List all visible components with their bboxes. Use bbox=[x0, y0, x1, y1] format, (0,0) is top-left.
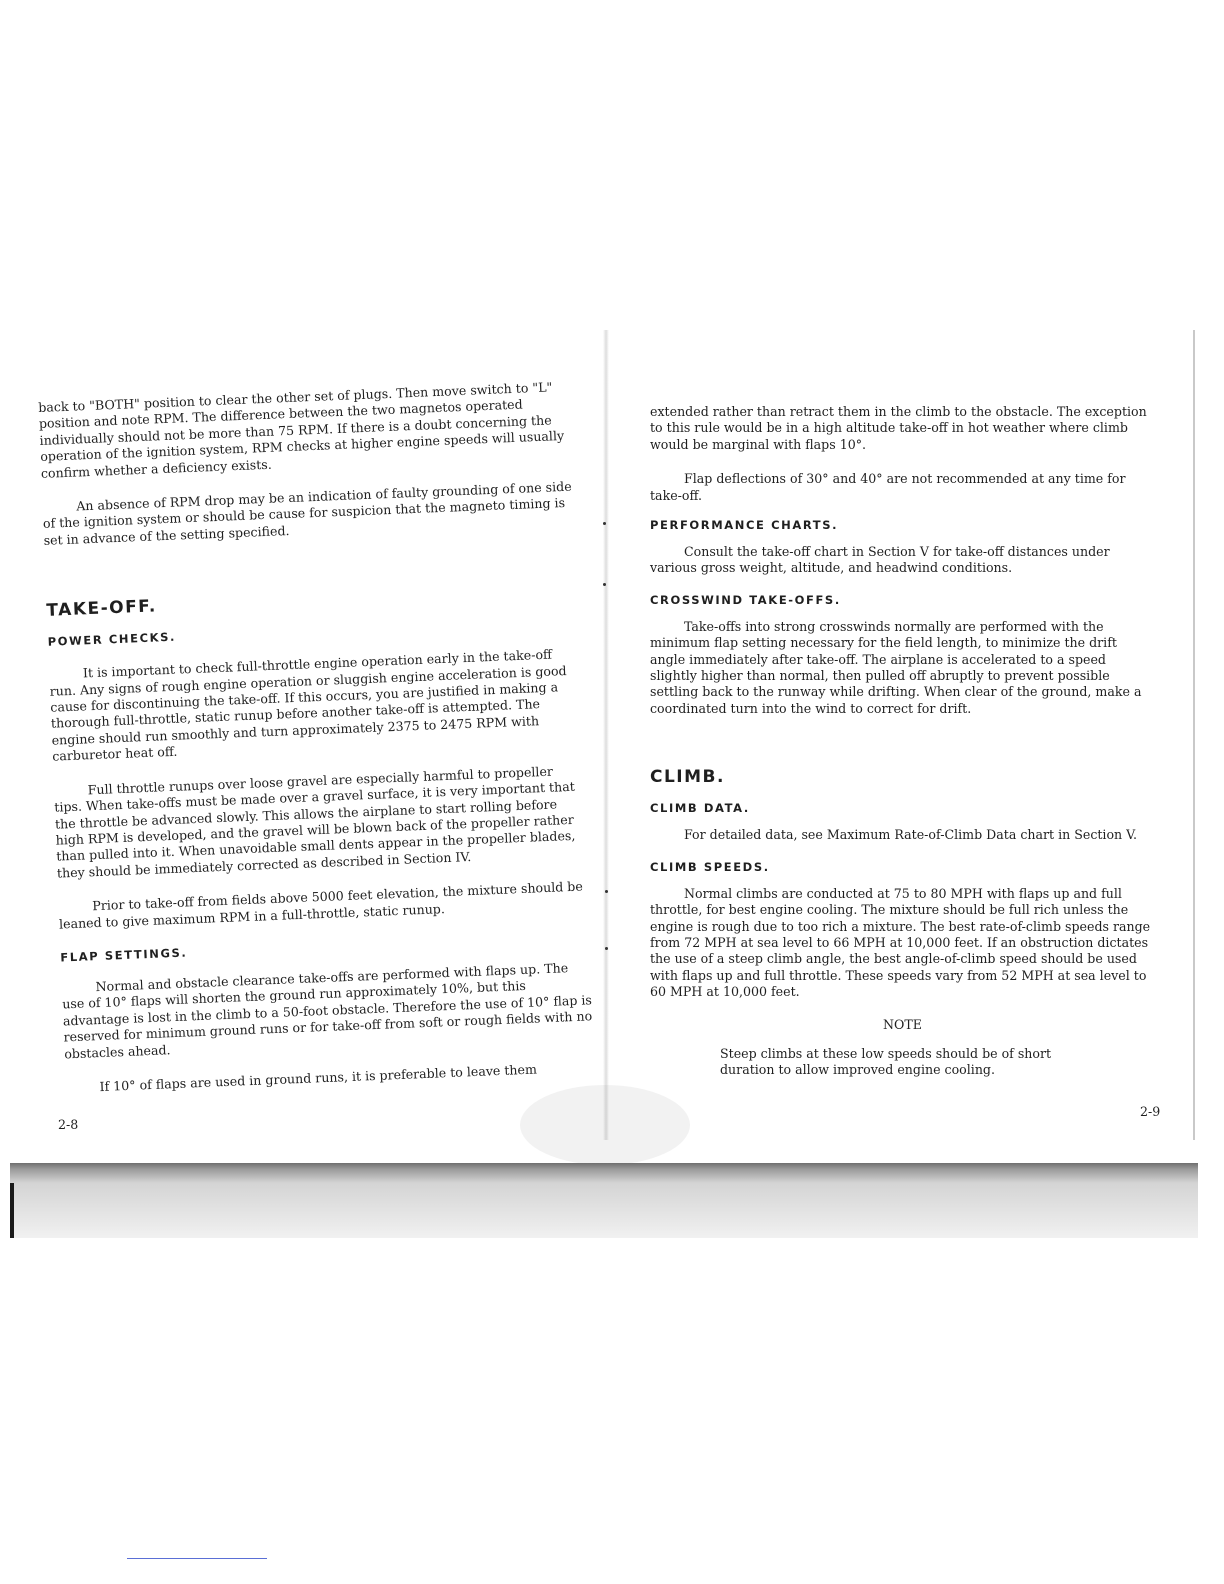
margin-mark bbox=[605, 890, 608, 893]
scan-edge bbox=[10, 1183, 14, 1238]
heading-climb-speeds: CLIMB SPEEDS. bbox=[650, 859, 770, 874]
paragraph: An absence of RPM drop may be an indication of faulty grounding of one side of the ignition system or should be cause for suspicion that the magneto timing is set in advance of the setting specified. bbox=[42, 478, 572, 548]
scan-shadow bbox=[10, 1163, 1198, 1238]
note-body: Steep climbs at these low speeds should be of short duration to allow improved engine cooling. bbox=[720, 1045, 1052, 1077]
margin-mark bbox=[603, 522, 606, 525]
paragraph: For detailed data, see Maximum Rate-of-Climb Data chart in Section V. bbox=[684, 827, 1138, 843]
paragraph: Normal and obstacle clearance take-offs are performed with flaps up. The use of 10° flaps will shorten the ground run approximately 10%, but this advantage is lost in the climb to a 50-foot obstacle. Therefore the use of 10° flap is reserved for minimum ground runs or for take-off from soft or rough fields with no obstacles ahead. bbox=[61, 960, 593, 1062]
heading-flap-settings: FLAP SETTINGS. bbox=[60, 945, 188, 965]
right-page bbox=[650, 404, 1155, 1078]
paragraph: Consult the take-off chart in Section V for take-off distances under various gross weight, altitude, and headwind conditions. bbox=[650, 544, 1110, 576]
book-gutter bbox=[603, 330, 609, 1140]
paragraph: Full throttle runups over loose gravel are especially harmful to propeller tips. When take-offs must be made over a gravel surface, it is very important that the throttle be advanced slowly. This allows the airplane to start rolling before high RPM is developed, and the gravel will be blown back of the propeller rather than pulled into it. When unavoidable small dents appear in the propeller blades, they should be immediately corrected as described in Section IV. bbox=[54, 763, 576, 881]
left-page bbox=[38, 379, 596, 1097]
heading-climb-data: CLIMB DATA. bbox=[650, 801, 750, 816]
heading-performance-charts: PERFORMANCE CHARTS. bbox=[650, 518, 839, 533]
underline-mark bbox=[127, 1558, 267, 1559]
margin-mark bbox=[605, 947, 608, 950]
paragraph: back to "BOTH" position to clear the other set of plugs. Then move switch to "L" position and note RPM. The difference between the two magnetos operated individually should not be more than 75 RPM. If there is a doubt concerning the operation of the ignition system, RPM checks at higher engine speeds will usually confirm whether a deficiency exists. bbox=[38, 379, 565, 481]
section-title-takeoff: TAKE-OFF. bbox=[46, 596, 158, 622]
smudge bbox=[520, 1085, 690, 1165]
page-number-right: 2-9 bbox=[1140, 1104, 1161, 1119]
section-title-climb: CLIMB. bbox=[650, 767, 725, 788]
paragraph: Flap deflections of 30° and 40° are not recommended at any time for take-off. bbox=[650, 471, 1126, 503]
margin-mark bbox=[603, 583, 606, 586]
heading-power-checks: POWER CHECKS. bbox=[47, 629, 177, 650]
paragraph: extended rather than retract them in the climb to the obstacle. The exception to this rule would be in a high altitude take-off in hot weather where climb would be marginal with flaps 10°. bbox=[650, 404, 1147, 452]
note-title: NOTE bbox=[883, 1016, 922, 1032]
paragraph: It is important to check full-throttle engine operation early in the take-off run. Any signs of rough engine operation or sluggish engine acceleration is good cause for discontinuing the take-off. If this occurs, you are justified in making a thorough full-throttle, static runup before another take-off is attempted. The engine should run smoothly and turn approximately 2375 to 2475 RPM with carburetor heat off. bbox=[49, 646, 567, 764]
paragraph: If 10° of flaps are used in ground runs, it is preferable to leave them bbox=[99, 1061, 538, 1095]
paragraph: Take-offs into strong crosswinds normally are performed with the minimum flap setting necessary for the field length, to minimize the drift angle immediately after take-off. The airplane is accelerated to a speed slightly higher than normal, then pulled off abruptly to prevent possible settling back to the runway while drifting. When clear of the ground, make a coordinated turn into the wind to correct for drift. bbox=[650, 618, 1142, 716]
paragraph: Prior to take-off from fields above 5000 feet elevation, the mixture should be leaned to give maximum RPM in a full-throttle, static runup. bbox=[58, 878, 584, 932]
page-edge bbox=[1193, 330, 1195, 1140]
page-number-left: 2-8 bbox=[58, 1117, 79, 1132]
paragraph: Normal climbs are conducted at 75 to 80 MPH with flaps up and full throttle, for best engine cooling. The mixture should be full rich unless the engine is rough due to too rich a mixture. The best rate-of-climb speeds range from 72 MPH at sea level to 66 MPH at 10,000 feet. If an obstruction dictates the use of a steep climb angle, the best angle-of-climb speed should be used with flaps up and full throttle. These speeds vary from 52 MPH at sea level to 60 MPH at 10,000 feet. bbox=[650, 885, 1151, 1000]
heading-crosswind-takeoffs: CROSSWIND TAKE-OFFS. bbox=[650, 592, 841, 607]
